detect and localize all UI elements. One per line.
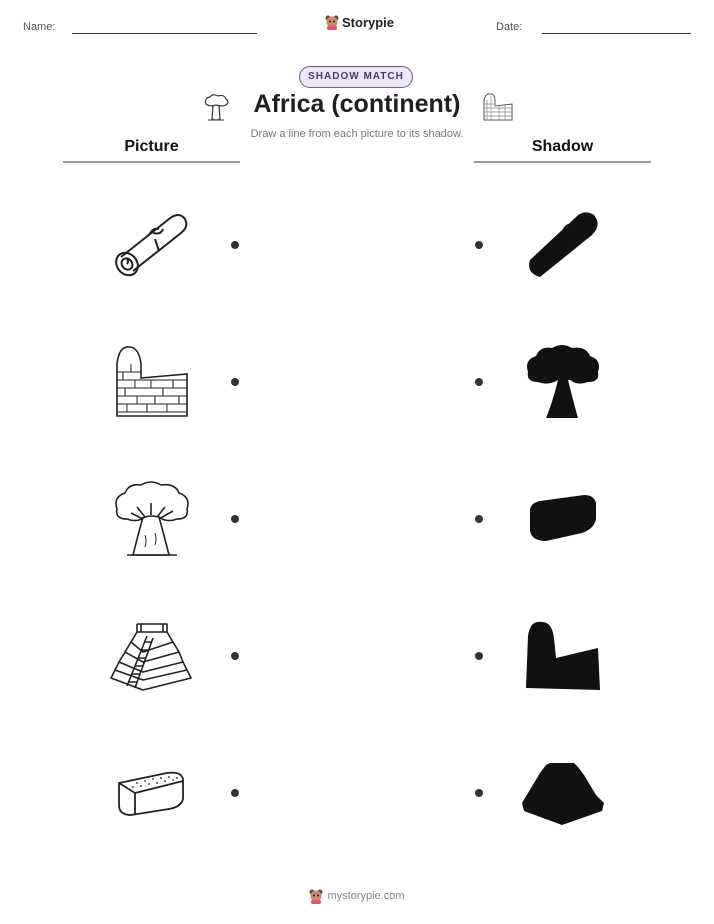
picture-dot-2[interactable] [231, 378, 239, 386]
page-title: Africa (continent) [253, 90, 461, 118]
date-label: Date: [496, 21, 523, 33]
brick-icon[interactable] [107, 753, 197, 833]
baobab-tree-icon[interactable] [107, 479, 197, 559]
baobab-tree-shadow-icon[interactable] [518, 342, 608, 422]
shadow-dot-1[interactable] [475, 241, 483, 249]
great-zimbabwe-tower-shadow-icon[interactable] [518, 616, 608, 696]
picture-dot-3[interactable] [231, 515, 239, 523]
scroll-icon[interactable] [107, 205, 197, 285]
brand-name: Storypie [342, 14, 395, 30]
storypie-bear-icon [309, 888, 323, 904]
picture-column-rule [63, 161, 240, 163]
scroll-shadow-icon[interactable] [518, 205, 608, 285]
title-tower-icon [481, 92, 515, 122]
storypie-bear-icon [325, 14, 339, 30]
shadow-dot-5[interactable] [475, 789, 483, 797]
step-pyramid-shadow-icon[interactable] [518, 753, 608, 833]
name-label: Name: [23, 21, 56, 33]
activity-badge: SHADOW MATCH [299, 66, 413, 88]
picture-dot-5[interactable] [231, 789, 239, 797]
name-line[interactable] [72, 33, 257, 34]
brick-shadow-icon[interactable] [518, 479, 608, 559]
instructions: Draw a line from each picture to its shadow. [250, 128, 464, 140]
shadow-dot-2[interactable] [475, 378, 483, 386]
shadow-column-heading: Shadow [531, 138, 594, 155]
footer [0, 888, 714, 904]
step-pyramid-icon[interactable] [107, 616, 197, 696]
picture-dot-1[interactable] [231, 241, 239, 249]
picture-column-heading: Picture [124, 138, 179, 155]
picture-dot-4[interactable] [231, 652, 239, 660]
date-line[interactable] [542, 33, 691, 34]
shadow-dot-3[interactable] [475, 515, 483, 523]
shadow-column-rule [474, 161, 651, 163]
brand-logo [325, 14, 394, 30]
footer-site[interactable]: mystorypie.com [327, 890, 405, 902]
great-zimbabwe-tower-icon[interactable] [107, 342, 197, 422]
shadow-dot-4[interactable] [475, 652, 483, 660]
